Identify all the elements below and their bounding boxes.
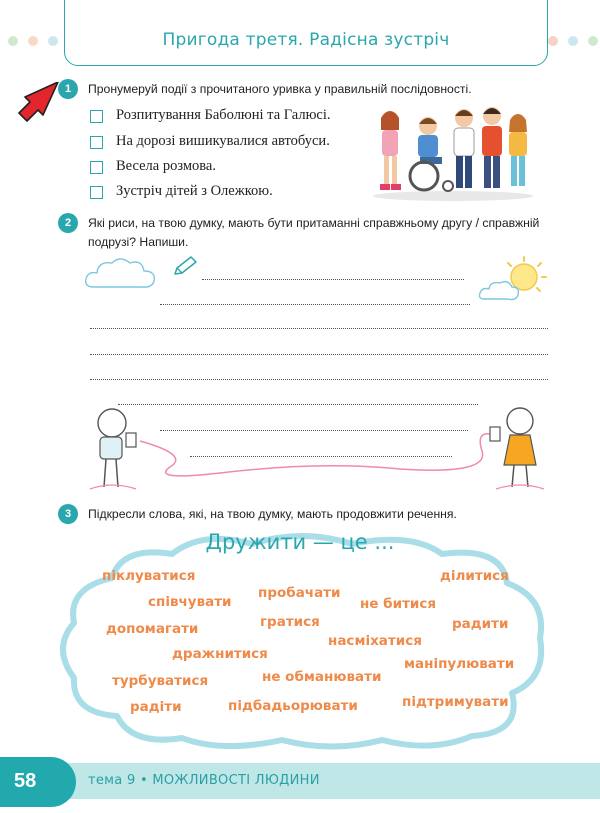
word-option[interactable]: пробачати [258,585,341,601]
answer-line[interactable] [90,328,548,329]
order-checkbox[interactable] [90,161,103,174]
event-option: Розпитування Баболюні та Галюсі. [116,107,331,123]
word-option[interactable]: дражнитися [172,646,268,662]
decor-dot [8,36,18,46]
word-option[interactable]: не битися [360,596,437,612]
big-cloud-shape [52,528,552,753]
word-option[interactable]: допомагати [106,621,199,637]
word-option[interactable]: не обманювати [262,669,382,685]
task-instruction: Які риси, на твою думку, мають бути притаманні справжньому другу / справжній [88,216,540,230]
cloud-icon [82,255,158,293]
decor-dot [568,36,578,46]
word-option[interactable]: турбуватися [112,673,209,689]
decor-dot [48,36,58,46]
word-option[interactable]: радити [452,616,509,632]
task-instruction: Пронумеруй події з прочитаного уривка у правильній послідовності. [88,82,472,96]
page-number-tab [0,757,76,807]
answer-line[interactable] [90,354,548,355]
word-option[interactable]: насміхатися [328,633,422,649]
decor-dot [548,36,558,46]
order-checkbox[interactable] [90,186,103,199]
children-group-illustration [368,100,538,202]
footer-topic: тема 9 • МОЖЛИВОСТІ ЛЮДИНИ [88,773,320,788]
word-option[interactable]: підбадьорювати [228,698,358,714]
word-option[interactable]: співчувати [148,594,232,610]
order-checkbox[interactable] [90,110,103,123]
answer-line[interactable] [160,304,470,305]
word-option[interactable]: радіти [130,699,182,715]
answer-line[interactable] [90,379,548,380]
decor-dot [28,36,38,46]
task-instruction: Підкресли слова, які, на твою думку, мають продовжити речення. [88,507,457,521]
word-option[interactable]: гратися [260,614,320,630]
cloud-title: Дружити — це ... [205,530,395,554]
word-option[interactable]: ділитися [440,568,509,584]
page-number: 58 [14,770,37,792]
task-instruction: подрузі? Напиши. [88,235,189,249]
decor-dot [588,36,598,46]
answer-line[interactable] [202,279,464,280]
sun-icon [478,255,554,305]
pointer-arrow-icon [16,82,62,122]
page-title: Пригода третя. Радісна зустріч [162,30,450,50]
tin-can-phone-illustration [70,395,560,495]
word-option[interactable]: маніпулювати [404,656,515,672]
word-option[interactable]: підтримувати [402,694,509,710]
event-option: Весела розмова. [116,158,216,174]
event-option: На дорозі вишикувалися автобуси. [116,133,330,149]
task-number-badge: 3 [58,504,78,524]
task-number-badge: 2 [58,213,78,233]
pencil-icon [172,255,198,277]
task-number-badge: 1 [58,79,78,99]
order-checkbox[interactable] [90,136,103,149]
word-option[interactable]: піклуватися [102,568,196,584]
event-option: Зустріч дітей з Олежкою. [116,183,273,199]
